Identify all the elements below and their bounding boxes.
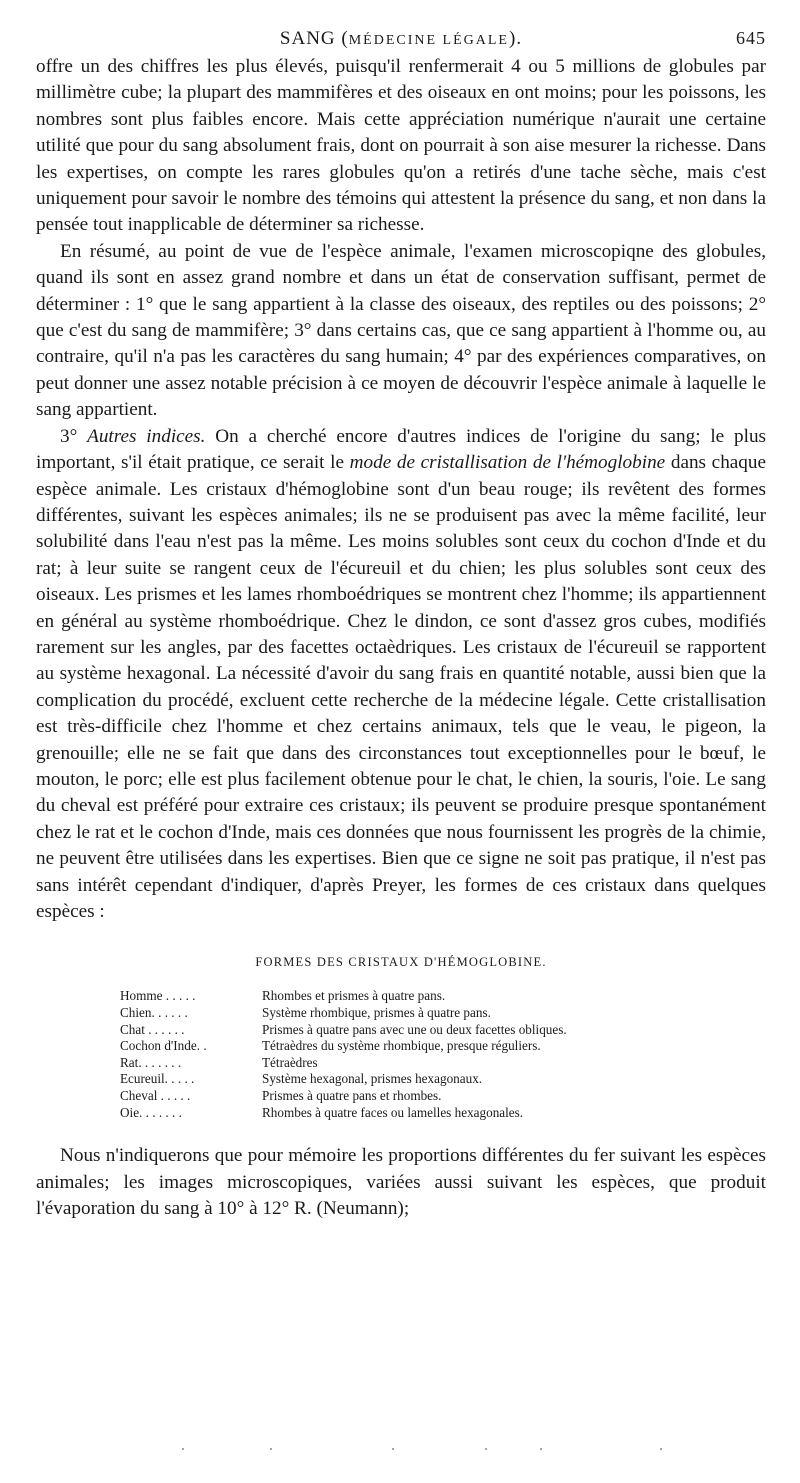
- animal-cell: Homme . . . . .: [120, 988, 196, 1004]
- print-speck: [485, 1448, 487, 1450]
- bottom-print-specks: [0, 1448, 800, 1454]
- table-row: [120, 1005, 567, 1022]
- section-heading: Autres indices.: [87, 425, 206, 447]
- print-speck: [392, 1448, 394, 1450]
- table-body: [120, 988, 567, 1121]
- animal-cell: Cochon d'Inde. .: [120, 1038, 207, 1054]
- table-row: [120, 988, 567, 1005]
- crystal-form-cell: Système rhombique, prismes à quatre pans.: [262, 1005, 491, 1020]
- table-row: [120, 1055, 567, 1072]
- paragraph-text-part-1: On a cherché encore d'autres indices de l'origine du sang; le plus important, s'il était pratique, ce serait le: [36, 425, 767, 474]
- table-row: [120, 1071, 567, 1088]
- crystal-form-cell: Rhombes et prismes à quatre pans.: [262, 988, 446, 1004]
- animal-cell: Chien. . . . . .: [120, 1005, 188, 1020]
- body-text-continued: [36, 1143, 766, 1222]
- running-title-subject: MÉDECINE LÉGALE: [348, 33, 509, 48]
- table-row: [120, 1105, 567, 1122]
- crystal-form-cell: Prismes à quatre pans avec une ou deux facettes obliques.: [262, 1021, 567, 1037]
- crystal-form-cell: Tétraèdres: [262, 1054, 318, 1070]
- body-text: [36, 54, 766, 925]
- crystal-form-cell: Rhombes à quatre faces ou lamelles hexagonales.: [262, 1104, 524, 1120]
- table-title: FORMES DES CRISTAUX D'HÉMOGLOBINE.: [255, 955, 547, 970]
- page-number: 645: [736, 28, 766, 48]
- animal-cell: Rat. . . . . . .: [120, 1054, 182, 1070]
- table-row: [120, 1022, 567, 1039]
- animal-cell: Chat . . . . . .: [120, 1021, 185, 1037]
- section-number: 3°: [60, 425, 88, 447]
- print-speck: [270, 1448, 272, 1450]
- running-title-end: ).: [509, 28, 523, 49]
- paragraph-summary: En résumé, au point de vue de l'espèce animale, l'examen microscopiqne des globules, quand ils sont en assez grand nombre et dans un état de conservation suffisant, permet de déterminer : 1° que le sang appartient à la classe des oiseaux, des reptiles ou des poissons; 2° que c'est du sang de mammifère; 3° dans certains cas, que ce sang appartient à l'homme ou, au contraire, qu'il n'a pas les caractères du sang humain; 4° par des expériences comparatives, on peut donner une assez notable précision à ce moyen de découvrir l'espèce animale à laquelle le sang appartient.: [36, 240, 766, 421]
- print-speck: [540, 1448, 542, 1450]
- crystal-forms-table-block: [36, 955, 766, 1121]
- crystal-forms-table: [120, 988, 567, 1121]
- running-title: [36, 28, 766, 50]
- crystal-form-cell: Tétraèdres du système rhombique, presque réguliers.: [262, 1038, 541, 1054]
- animal-cell: Cheval . . . . .: [120, 1087, 191, 1103]
- animal-cell: Ecureuil. . . . .: [120, 1071, 195, 1087]
- running-title-main: SANG (: [279, 28, 349, 49]
- crystal-form-cell: Prismes à quatre pans et rhombes.: [262, 1087, 442, 1103]
- running-head: [36, 28, 766, 54]
- paragraph-text-part-2: dans chaque espèce animale. Les cristaux d'hémoglobine sont d'un beau rouge; ils revêtent des formes différentes, suivant les espèces animales; ils ne se produisent pas avec la même facilité, leur solubilité dans l'eau n'est pas la même. Les moins solubles sont ceux du cochon d'Inde et du rat; à leur suite se rangent ceux de l'écureuil et du chien; les plus solubles sont ceux des oiseaux. Les prismes et les lames rhomboédriques se montrent chez l'homme; ils appartiennent en général au système rhomboédrique. Chez le dindon, ce sont d'assez gros cubes, modifiés rarement sur les angles, par des facettes octaèdriques. Les cristaux de l'écureuil se rapportent au système hexagonal. La nécessité d'avoir du sang frais en quantité notable, aussi bien que la complication du procédé, excluent cette recherche de la médecine légale. Cette cristallisation est très-difficile chez l'homme et chez certains animaux, tels que le veau, le pigeon, la grenouille; elle ne se fait que dans des circonstances tout exceptionnelles pour le bœuf, le mouton, le porc; elle est plus facilement obtenue pour le chat, le chien, la souris, l'oie. Le sang du cheval est préféré pour extraire ces cristaux; ils peuvent se produire presque spontanément chez le rat et le cochon d'Inde, mais ces données que nous fournissent les progrès de la chimie, ne peuvent être utilisées dans les expertises. Bien que ce signe ne soit pas pratique, il n'est pas sans intérêt cependant d'indiquer, d'après Preyer, les formes de ces cristaux dans quelques espèces :: [36, 452, 767, 922]
- paragraph-globule-count: offre un des chiffres les plus élevés, puisqu'il renfermerait 4 ou 5 millions de globules par millimètre cube; la plupart des mammifères et des oiseaux en ont moins; pour les poissons, les nombres sont plus faibles encore. Mais cette appréciation numérique n'aurait une certaine utilité que pour du sang absolument frais, dont on pourrait à son aise mesurer la richesse. Dans les expertises, on compte les rares globules qu'on a retirés d'une tache sèche, mais c'est uniquement pour savoir le nombre des témoins qui attestent la présence du sang, et non dans la pensée tout inapplicable de déterminer sa richesse.: [36, 56, 766, 236]
- table-row: [120, 1088, 567, 1105]
- paragraph-iron-proportions: Nous n'indiquerons que pour mémoire les proportions différentes du fer suivant les espèces animales; les images microscopiques, variées aussi suivant les espèces, que produit l'évaporation du sang à 10° à 12° R. (Neumann);: [36, 1145, 766, 1219]
- print-speck: [182, 1448, 184, 1450]
- print-speck: [660, 1448, 662, 1450]
- animal-cell: Oie. . . . . . .: [120, 1104, 182, 1120]
- paragraph-other-indices: [36, 424, 766, 926]
- book-page: [36, 28, 766, 1222]
- italic-term: mode de cristallisation de l'hémoglobine: [349, 452, 666, 474]
- crystal-form-cell: Système hexagonal, prismes hexagonaux.: [262, 1071, 483, 1087]
- table-row: [120, 1038, 567, 1055]
